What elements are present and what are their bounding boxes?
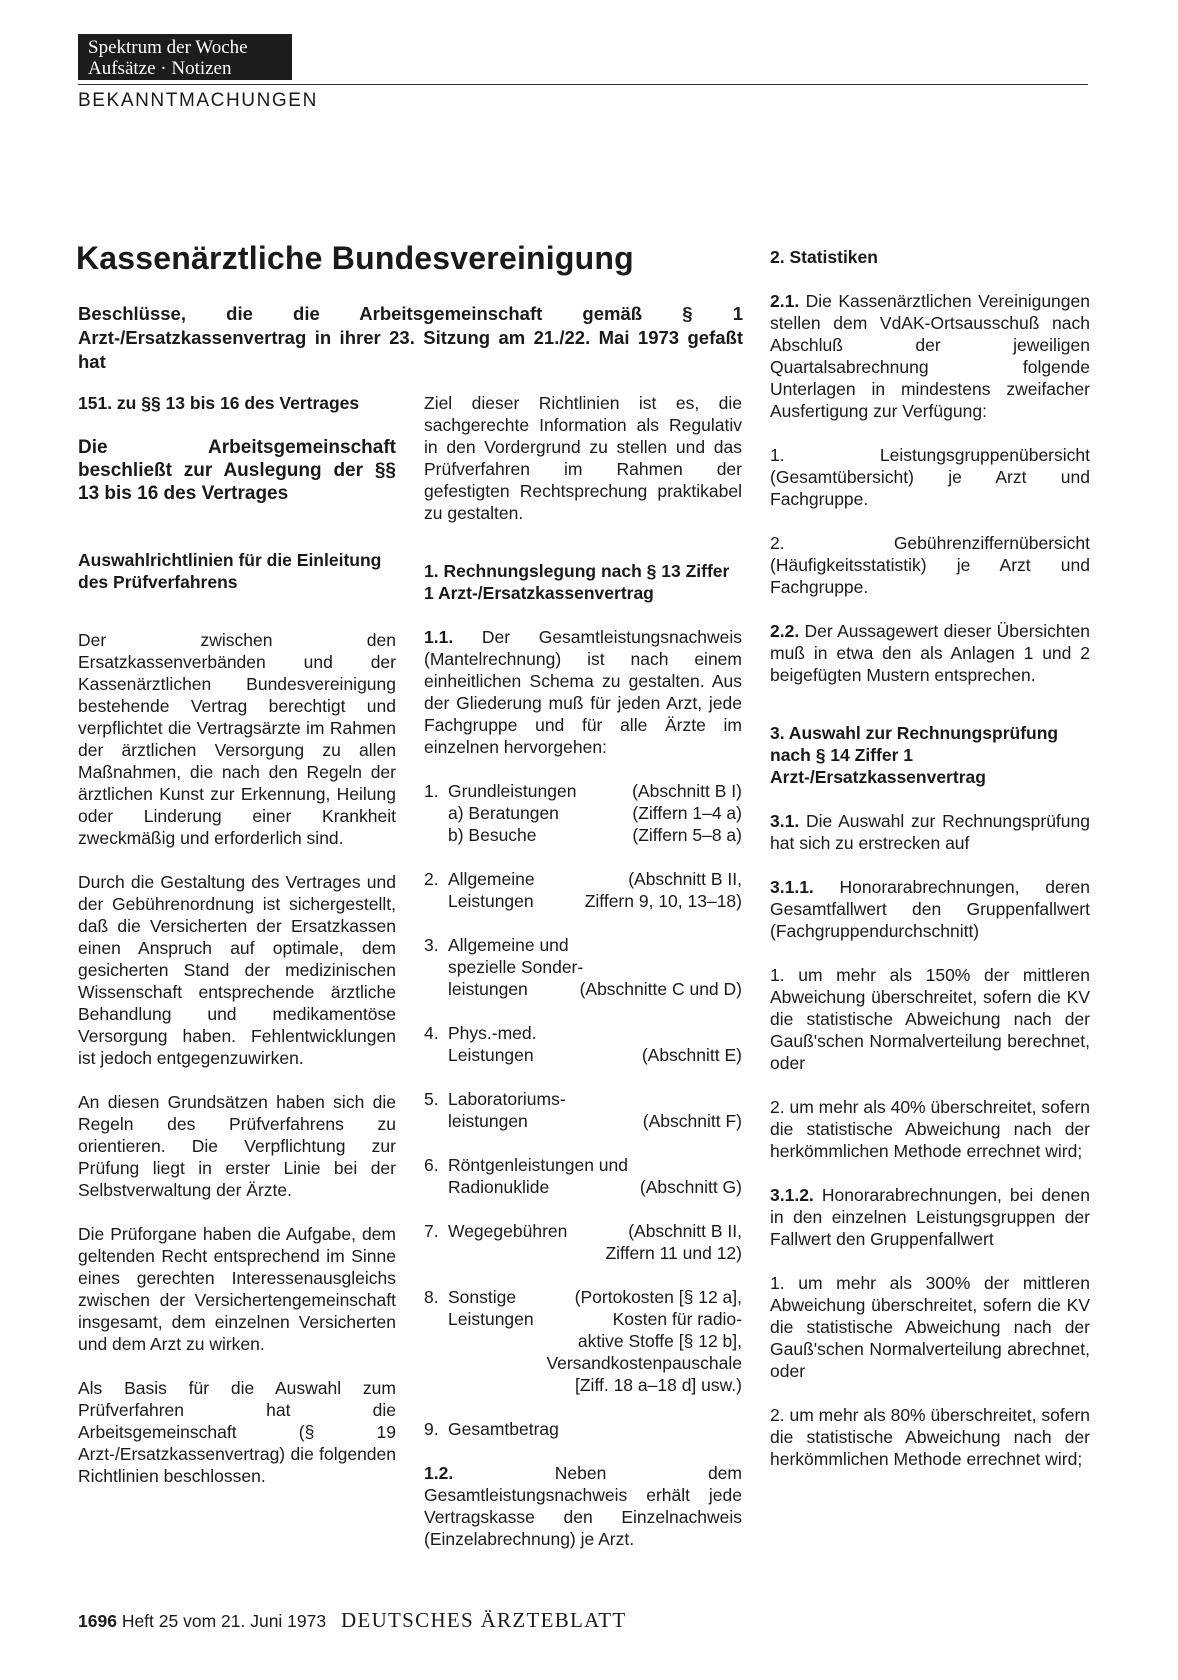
item-label: Allgemeine [448, 869, 535, 889]
item-number: 5. [424, 1089, 439, 1109]
paragraph: Der zwischen den Ersatzkassenverbänden und der Kassenärztlichen Bundesvereinigung bestehende Vertrag berechtigt und verpflichtet die Vertragsärzte im Rahmen der ärztlichen Versorgung zu allen Maßnahmen, die nach den Regeln der ärztlichen Kunst zur Erkennung, Heilung oder Linderung einer Krankheit zweckmäßig und erforderlich sind. [78, 630, 396, 848]
paragraph-1-1 [424, 626, 742, 758]
item-sub-label: a) Beratungen [448, 803, 559, 823]
item-number: 3. [424, 935, 439, 955]
paragraph-3-1 [770, 810, 1090, 854]
page-footer [78, 1608, 627, 1633]
item-label: Leistungen [448, 1045, 534, 1065]
heading-2-statistiken: 2. Statistiken [770, 247, 878, 267]
paragraph-3-1-2 [770, 1184, 1090, 1250]
item-label: Wegegebühren [448, 1221, 568, 1241]
clause-text: Honorarabrechnungen, bei denen in den einzelnen Leistungsgruppen der Fallwert den Gruppenfallwert [770, 1185, 1090, 1249]
header-rule [78, 84, 1088, 85]
item-ref: (Ziffern 1–4 a) [632, 803, 742, 823]
item-ref: aktive Stoffe [§ 12 b], [577, 1331, 742, 1351]
heading-151: 151. zu §§ 13 bis 16 des Vertrages [78, 393, 360, 413]
item-number: 6. [424, 1155, 439, 1175]
item-ref: (Abschnitt E) [641, 1045, 742, 1065]
item-sub-label: b) Besuche [448, 825, 537, 845]
rubric-line-2: Aufsätze · Notizen [88, 58, 232, 79]
list-item [424, 1022, 742, 1066]
issue-info: Heft 25 vom 21. Juni 1973 [121, 1611, 327, 1631]
heading-1-rechnungslegung: 1. Rechnungslegung nach § 13 Ziffer 1 Arzt-/Ersatzkassenvertrag [424, 561, 730, 603]
item-number: 7. [424, 1221, 439, 1241]
clause-number: 2.1. [770, 291, 800, 311]
heading-3-auswahl: 3. Auswahl zur Rechnungsprüfung nach § 14 Ziffer 1 Arzt-/Ersatzkassenvertrag [770, 723, 1059, 787]
item-label: Sonstige [448, 1287, 517, 1307]
paragraph-ziel: Ziel dieser Richtlinien ist es, die sachgerechte Information als Regulativ in den Vordergrund zu stellen und das Prüfverfahren im Rahmen der gefestigten Rechtsprechung praktikabel zu gestalten. [424, 393, 742, 523]
item-ref: Versandkostenpauschale [546, 1353, 742, 1373]
paragraph: 1. um mehr als 300% der mittleren Abweichung überschreitet, sofern die KV die statistische Abweichung nach der Gauß'schen Normalverteilung abrechnet, oder [770, 1273, 1090, 1381]
article-subtitle: Beschlüsse, die die Arbeitsgemeinschaft gemäß § 1 Arzt-/Ersatzkassenvertrag in ihrer 23. Sitzung am 21./22. Mai 1973 gefaßt hat [78, 303, 743, 372]
item-label: leistungen [448, 979, 528, 999]
paragraph: 1. um mehr als 150% der mittleren Abweichung überschreitet, sofern die KV die statistische Abweichung nach der Gauß'schen Normalverteilung berechnet, oder [770, 965, 1090, 1073]
article-title: Kassenärztliche Bundesvereinigung [76, 240, 634, 276]
lead-paragraph: Die Arbeitsgemeinschaft beschließt zur Auslegung der §§ 13 bis 16 des Vertrages [78, 437, 396, 504]
item-ref: (Abschnitt F) [642, 1111, 742, 1131]
paragraph-2-2 [770, 620, 1090, 686]
paragraph: 1. Leistungsgruppenübersicht (Gesamtübersicht) je Arzt und Fachgruppe. [770, 445, 1090, 509]
item-label: Phys.-med. [448, 1023, 537, 1043]
item-ref: (Portokosten [§ 12 a], [574, 1287, 742, 1307]
item-ref: Ziffern 11 und 12) [605, 1243, 742, 1263]
item-label: Leistungen [448, 1309, 534, 1329]
item-ref: (Abschnitt B II, [628, 869, 742, 889]
item-label: leistungen [448, 1111, 528, 1131]
paragraph: Als Basis für die Auswahl zum Prüfverfahren hat die Arbeitsgemeinschaft (§ 19 Arzt-/Ersatzkassenvertrag) die folgenden Richtlinien beschlossen. [78, 1378, 396, 1486]
item-ref: (Abschnitte C und D) [579, 979, 742, 999]
paragraph-3-1-1 [770, 876, 1090, 942]
item-number: 2. [424, 869, 439, 889]
list-item [424, 1088, 742, 1132]
clause-number: 3.1. [770, 811, 800, 831]
heading-auswahlrichtlinien: Auswahlrichtlinien für die Einleitung des Prüfverfahrens [78, 550, 382, 592]
item-label: Laboratoriums- [448, 1089, 566, 1109]
item-label: Radionuklide [448, 1177, 550, 1197]
clause-text: Neben dem Gesamtleistungsnachweis erhält jede Vertragskasse den Einzelnachweis (Einzelabrechnung) je Arzt. [424, 1463, 742, 1549]
list-item [424, 1286, 742, 1396]
list-item [424, 1220, 742, 1264]
list-item [424, 1154, 742, 1198]
column-2 [424, 392, 742, 1550]
item-number: 9. [424, 1419, 439, 1439]
clause-number: 3.1.2. [770, 1185, 814, 1205]
clause-text: Der Aussagewert dieser Übersichten muß in etwa den als Anlagen 1 und 2 beigefügten Mustern entsprechen. [770, 621, 1090, 685]
item-label: spezielle Sonder- [448, 957, 584, 977]
item-ref: (Ziffern 5–8 a) [632, 825, 742, 845]
list-item [424, 780, 742, 846]
page-number: 1696 [78, 1611, 117, 1631]
item-label: Allgemeine und [448, 935, 569, 955]
item-label: Gesamtbetrag [448, 1419, 559, 1439]
item-ref: Ziffern 9, 10, 13–18) [584, 891, 742, 911]
clause-number: 1.2. [424, 1463, 454, 1483]
item-ref: (Abschnitt B I) [632, 781, 742, 801]
paragraph: 2. Gebührenziffernübersicht (Häufigkeitsstatistik) je Arzt und Fachgruppe. [770, 533, 1090, 597]
item-number: 4. [424, 1023, 439, 1043]
rubric-label [78, 34, 292, 80]
list-item [424, 1418, 742, 1440]
column-3 [770, 246, 1090, 1470]
item-ref: [Ziff. 18 a–18 d] usw.) [575, 1375, 742, 1395]
clause-text: Honorarabrechnungen, deren Gesamtfallwert den Gruppenfallwert (Fachgruppendurchschnitt) [770, 877, 1090, 941]
paragraph-1-2 [424, 1462, 742, 1550]
clause-text: Der Gesamtleistungsnachweis (Mantelrechnung) ist nach einem einheitlichen Schema zu gestalten. Aus der Gliederung muß für jeden Arzt, jede Fachgruppe und für alle Ärzte im einzelnen hervorgehen: [424, 627, 742, 757]
column-1 [78, 392, 396, 1487]
leistungsgruppen-list [424, 780, 742, 1440]
paragraph: 2. um mehr als 40% überschreitet, sofern die statistische Abweichung nach der herkömmlichen Methode errechnet wird; [770, 1097, 1091, 1161]
rubric-line-1: Spektrum der Woche [88, 37, 248, 58]
item-number: 1. [424, 781, 439, 801]
paragraph-2-1 [770, 290, 1090, 422]
magazine-name: DEUTSCHES ÄRZTEBLATT [340, 1608, 627, 1632]
paragraph: 2. um mehr als 80% überschreitet, sofern die statistische Abweichung nach der herkömmlichen Methode errechnet wird; [770, 1405, 1091, 1469]
paragraph: Durch die Gestaltung des Vertrages und der Gebührenordnung ist sichergestellt, daß die Versicherten der Ersatzkassen einen Anspruch auf optimale, dem gesicherten Stand der medizinischen Wissenschaft entsprechende ärztliche Behandlung und medikamentöse Versorgung haben. Fehlentwicklungen ist jedoch entgegenzuwirken. [78, 872, 396, 1068]
section-label: BEKANNTMACHUNGEN [78, 90, 318, 111]
item-label: Grundleistungen [448, 781, 577, 801]
clause-number: 2.2. [770, 621, 800, 641]
clause-number: 1.1. [424, 627, 454, 647]
clause-text: Die Auswahl zur Rechnungsprüfung hat sich zu erstrecken auf [770, 811, 1090, 853]
list-item [424, 868, 742, 912]
item-label: Leistungen [448, 891, 534, 911]
item-label: Röntgenleistungen und [448, 1155, 629, 1175]
item-ref: (Abschnitt B II, [628, 1221, 742, 1241]
item-number: 8. [424, 1287, 439, 1307]
item-ref: Kosten für radio- [612, 1309, 742, 1329]
clause-number: 3.1.1. [770, 877, 814, 897]
clause-text: Die Kassenärztlichen Vereinigungen stellen dem VdAK-Ortsausschuß nach Abschluß der jeweiligen Quartalsabrechnung folgende Unterlagen in mindestens zweifacher Ausfertigung zur Verfügung: [770, 291, 1090, 421]
item-ref: (Abschnitt G) [639, 1177, 742, 1197]
paragraph: An diesen Grundsätzen haben sich die Regeln des Prüfverfahrens zu orientieren. Die Verpflichtung zur Prüfung liegt in erster Linie bei der Selbstverwaltung der Ärzte. [78, 1092, 396, 1200]
paragraph: Die Prüforgane haben die Aufgabe, dem geltenden Recht entsprechend im Sinne eines gerechten Interessenausgleichs zwischen der Versichertengemeinschaft insgesamt, dem einzelnen Versicherten und dem Arzt zu wirken. [78, 1224, 396, 1354]
list-item [424, 934, 742, 1000]
